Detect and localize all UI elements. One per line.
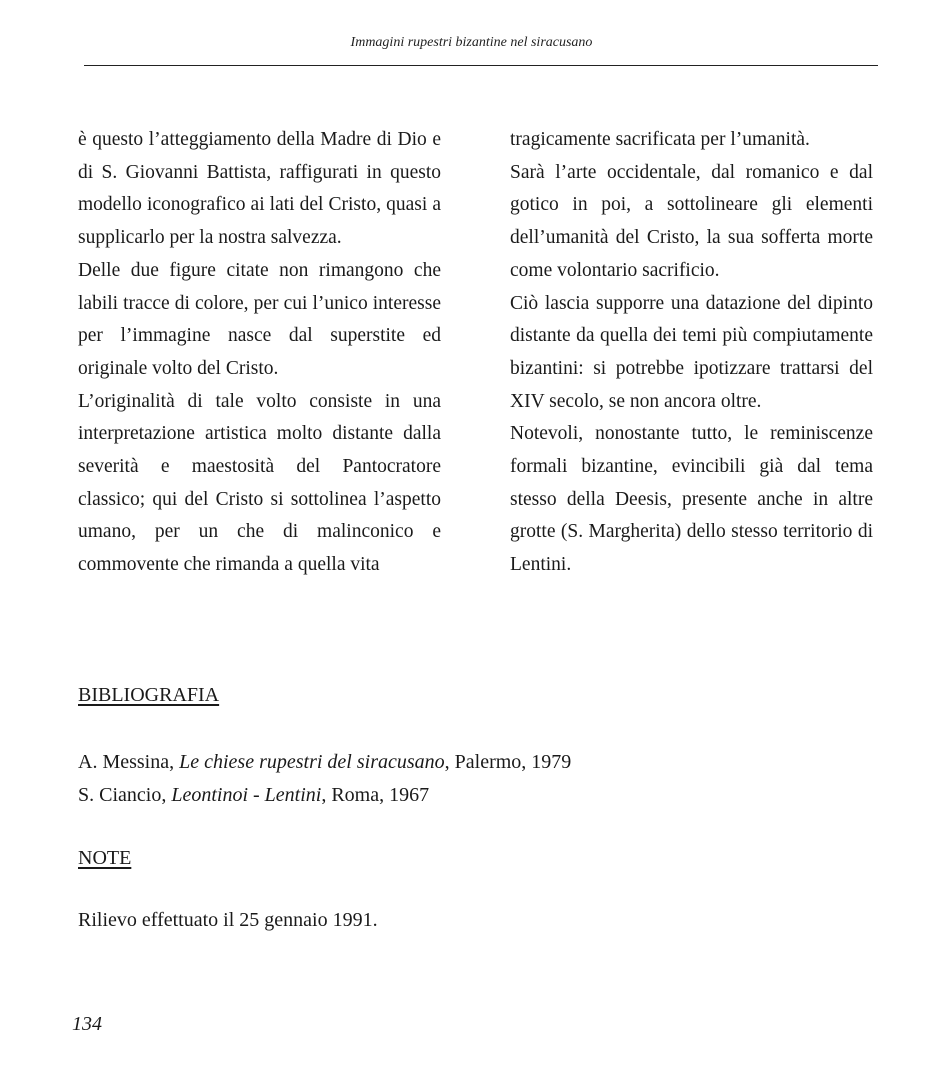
paragraph: Notevoli, nonostante tutto, le reminiscenze formali bizantine, evincibili già dal tema stesso della Deesis, presente anche in altre grotte (S. Margherita) dello stesso territorio di Lentini. <box>510 423 873 576</box>
bib-author: A. Messina, <box>78 751 180 773</box>
header-rule <box>84 65 878 66</box>
running-header: Immagini rupestri bizantine nel siracusano <box>350 35 593 50</box>
paragraph: tragicamente sacrificata per l’umanità. <box>510 129 810 150</box>
note-text: Rilievo effettuato il 25 gennaio 1991. <box>78 909 378 931</box>
paragraph: Delle due figure citate non rimangono che labili tracce di colore, per cui l’unico interesse per l’immagine nasce dal superstite ed originale volto del Cristo. <box>78 259 441 379</box>
bibliography-entry <box>78 746 571 779</box>
bibliography-heading: BIBLIOGRAFIA <box>78 684 220 706</box>
bibliography-entry <box>78 779 571 812</box>
right-text-column <box>510 124 873 582</box>
paragraph: Ciò lascia supporre una datazione del dipinto distante da quella dei temi più compiutamente bizantini: si potrebbe ipotizzare trattarsi del XIV secolo, se non ancora oltre. <box>510 292 873 412</box>
notes-heading: NOTE <box>78 847 132 869</box>
bib-author: S. Ciancio, <box>78 784 172 806</box>
left-text-column <box>78 124 441 582</box>
paragraph: è questo l’atteggiamento della Madre di Dio e di S. Giovanni Battista, raffigurati in questo modello iconografico ai lati del Cristo, quasi a supplicarlo per la nostra salvezza. <box>78 129 441 249</box>
paragraph: L’originalità di tale volto consiste in una interpretazione artistica molto distante dalla severità e maestosità del Pantocratore classico; qui del Cristo si sottolinea l’aspetto umano, per un che di malinconico e commovente che rimanda a quella vita <box>78 390 441 576</box>
bibliography-list <box>78 746 571 812</box>
bib-publication-info: , Palermo, 1979 <box>444 751 572 773</box>
bib-title: Le chiese rupestri del siracusano <box>179 751 445 773</box>
bib-title: Leontinoi - Lentini <box>171 784 322 806</box>
paragraph: Sarà l’arte occidentale, dal romanico e dal gotico in poi, a sottolineare gli elementi dell’umanità del Cristo, la sua sofferta morte come volontario sacrificio. <box>510 161 873 281</box>
bib-publication-info: , Roma, 1967 <box>321 784 430 806</box>
page-number: 134 <box>72 1013 102 1035</box>
